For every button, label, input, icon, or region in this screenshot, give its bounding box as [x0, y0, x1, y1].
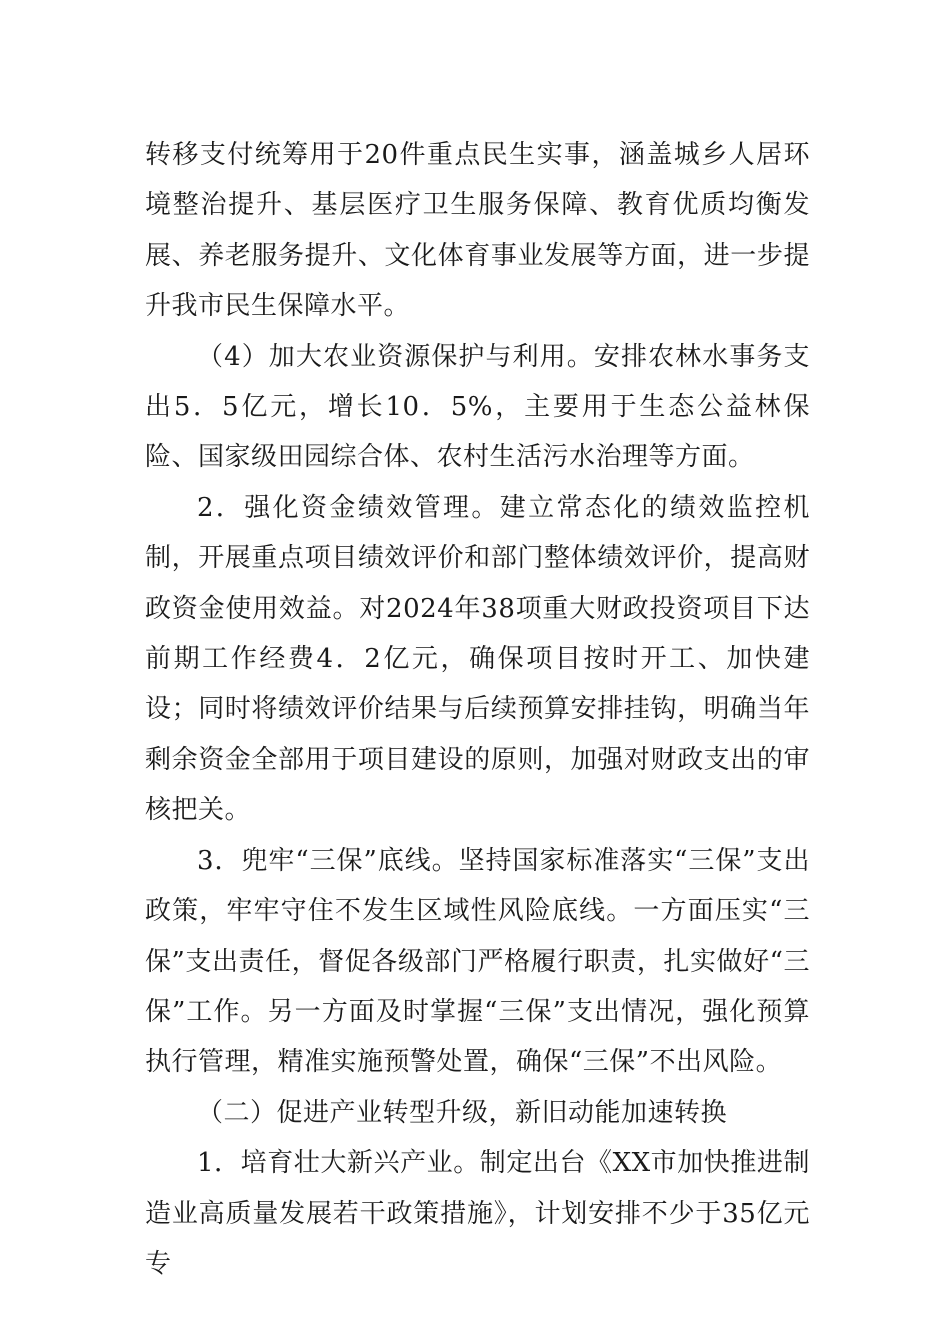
paragraph-livelihood-continuation: 转移支付统筹用于20件重点民生实事，涵盖城乡人居环境整治提升、基层医疗卫生服务保障、教育优质均衡发展、养老服务提升、文化体育事业发展等方面，进一步提升我市民生保障水平。: [145, 140, 810, 322]
paragraph-emerging-industries: 1．培育壮大新兴产业。制定出台《XX市加快推进制造业高质量发展若干政策措施》，计划安排不少于35亿元专: [145, 1148, 810, 1279]
paragraph-fund-performance: 2．强化资金绩效管理。建立常态化的绩效监控机制，开展重点项目绩效评价和部门整体绩效评价，提高财政资金使用效益。对2024年38项重大财政投资项目下达前期工作经费4．2亿元，确保项目按时开工、加快建设；同时将绩效评价结果与后续预算安排挂钩，明确当年剩余资金全部用于项目建设的原则，加强对财政支出的审核把关。: [145, 492, 810, 826]
section-heading-industry-upgrade: （二）促进产业转型升级，新旧动能加速转换: [197, 1097, 728, 1128]
paragraph-agriculture-resources: （4）加大农业资源保护与利用。安排农林水事务支出5．5亿元，增长10．5%，主要用于生态公益林保险、国家级田园综合体、农村生活污水治理等方面。: [145, 341, 810, 473]
paragraph-three-guarantees: 3．兜牢“三保”底线。坚持国家标准落实“三保”支出政策，牢牢守住不发生区域性风险底线。一方面压实“三保”支出责任，督促各级部门严格履行职责，扎实做好“三保”工作。另一方面及时掌握“三保”支出情况，强化预算执行管理，精准实施预警处置，确保“三保”不出风险。: [145, 845, 810, 1078]
document-body: [145, 130, 810, 1289]
